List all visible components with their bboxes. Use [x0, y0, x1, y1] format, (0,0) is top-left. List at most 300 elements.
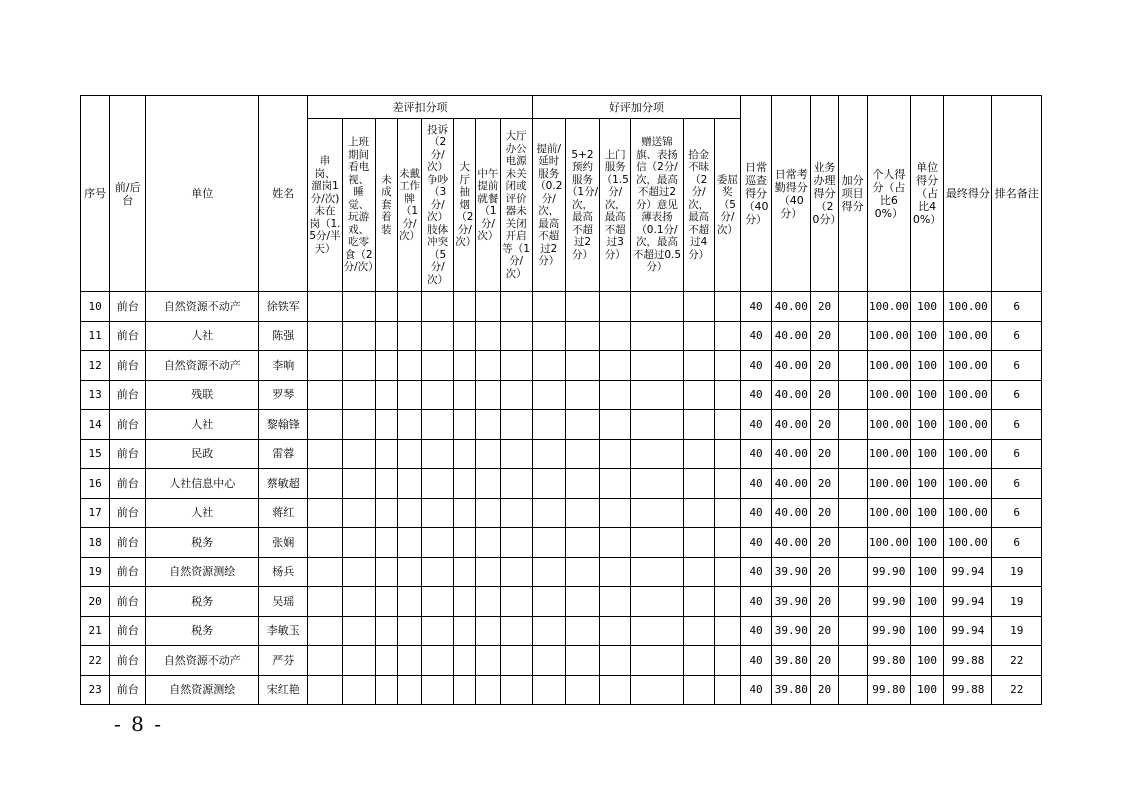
row-empty-score-cell [308, 292, 342, 322]
row-business: 20 [811, 321, 838, 351]
row-empty-score-cell [532, 469, 565, 499]
row-empty-score-cell [683, 292, 714, 322]
row-unit-score: 100 [910, 557, 943, 587]
row-business: 20 [811, 616, 838, 646]
row-name: 陈强 [259, 321, 308, 351]
row-empty-score-cell [565, 380, 599, 410]
row-attendance: 40.00 [772, 321, 811, 351]
row-empty-score-cell [500, 675, 532, 705]
row-attendance: 39.80 [772, 675, 811, 705]
row-empty-score-cell [397, 498, 421, 528]
row-final: 100.00 [944, 351, 992, 381]
row-empty-score-cell [714, 557, 740, 587]
row-extra [838, 321, 867, 351]
table-row [81, 528, 1042, 558]
header-seq [81, 96, 110, 292]
row-empty-score-cell [476, 646, 500, 676]
row-patrol: 40 [740, 321, 771, 351]
row-empty-score-cell [600, 646, 631, 676]
header-attendance: 日常考勤得分（40分） [772, 96, 811, 292]
row-empty-score-cell [308, 469, 342, 499]
row-empty-score-cell [476, 616, 500, 646]
row-empty-score-cell [476, 380, 500, 410]
row-empty-score-cell [476, 410, 500, 440]
row-empty-score-cell [454, 469, 476, 499]
row-final: 100.00 [944, 321, 992, 351]
header-deduct-item: 中午提前就餐（1分/次） [476, 119, 500, 292]
row-empty-score-cell [308, 321, 342, 351]
row-rank: 6 [992, 410, 1042, 440]
row-unit: 自然资源不动产 [146, 351, 259, 381]
table-row [81, 616, 1042, 646]
row-empty-score-cell [476, 587, 500, 617]
row-empty-score-cell [683, 351, 714, 381]
row-empty-score-cell [476, 321, 500, 351]
row-empty-score-cell [454, 528, 476, 558]
row-empty-score-cell [714, 646, 740, 676]
header-bonus-item: 上门服务（1.5分/次，最高不超过3分） [600, 119, 631, 292]
row-empty-score-cell [476, 292, 500, 322]
row-seq: 16 [81, 469, 110, 499]
row-personal: 100.00 [867, 498, 910, 528]
row-empty-score-cell [714, 351, 740, 381]
row-empty-score-cell [565, 616, 599, 646]
table-row [81, 292, 1042, 322]
row-empty-score-cell [476, 675, 500, 705]
row-final: 100.00 [944, 439, 992, 469]
row-seq: 19 [81, 557, 110, 587]
row-empty-score-cell [631, 410, 683, 440]
row-business: 20 [811, 498, 838, 528]
row-empty-score-cell [500, 292, 532, 322]
row-seq: 18 [81, 528, 110, 558]
row-empty-score-cell [375, 321, 397, 351]
row-empty-score-cell [397, 528, 421, 558]
header-name [259, 96, 308, 292]
row-personal: 100.00 [867, 410, 910, 440]
row-patrol: 40 [740, 292, 771, 322]
row-extra [838, 528, 867, 558]
row-name: 蒋红 [259, 498, 308, 528]
row-empty-score-cell [308, 616, 342, 646]
row-business: 20 [811, 528, 838, 558]
row-empty-score-cell [422, 557, 454, 587]
row-business: 20 [811, 587, 838, 617]
row-empty-score-cell [476, 528, 500, 558]
row-empty-score-cell [397, 321, 421, 351]
row-desk: 前台 [110, 321, 146, 351]
row-unit-score: 100 [910, 439, 943, 469]
row-empty-score-cell [600, 321, 631, 351]
row-desk: 前台 [110, 410, 146, 440]
row-personal: 100.00 [867, 351, 910, 381]
row-extra [838, 646, 867, 676]
row-empty-score-cell [308, 439, 342, 469]
row-seq: 15 [81, 439, 110, 469]
row-empty-score-cell [454, 380, 476, 410]
row-empty-score-cell [600, 675, 631, 705]
row-empty-score-cell [454, 351, 476, 381]
row-name: 徐铁军 [259, 292, 308, 322]
table-row [81, 587, 1042, 617]
row-personal: 99.80 [867, 675, 910, 705]
header-name-label: 姓名 [272, 187, 295, 200]
row-seq: 12 [81, 351, 110, 381]
row-unit: 人社 [146, 410, 259, 440]
table-row [81, 380, 1042, 410]
row-empty-score-cell [397, 646, 421, 676]
row-final: 100.00 [944, 380, 992, 410]
row-personal: 99.80 [867, 646, 910, 676]
row-empty-score-cell [500, 557, 532, 587]
row-rank: 6 [992, 380, 1042, 410]
row-unit-score: 100 [910, 410, 943, 440]
row-empty-score-cell [600, 587, 631, 617]
row-empty-score-cell [565, 557, 599, 587]
row-unit: 税务 [146, 587, 259, 617]
row-empty-score-cell [342, 439, 375, 469]
row-rank: 6 [992, 528, 1042, 558]
row-empty-score-cell [532, 616, 565, 646]
header-unit [146, 96, 259, 292]
row-unit: 民政 [146, 439, 259, 469]
row-attendance: 39.90 [772, 616, 811, 646]
row-empty-score-cell [422, 528, 454, 558]
row-empty-score-cell [500, 528, 532, 558]
header-deduct-item: 串岗、溜岗1分/次)未在岗（1.5分/半天） [308, 119, 342, 292]
row-unit-score: 100 [910, 469, 943, 499]
row-personal: 100.00 [867, 321, 910, 351]
row-empty-score-cell [532, 380, 565, 410]
row-extra [838, 587, 867, 617]
row-empty-score-cell [375, 616, 397, 646]
row-final: 99.94 [944, 616, 992, 646]
row-empty-score-cell [500, 321, 532, 351]
header-unit-score: 单位得分（占比40%） [910, 96, 943, 292]
row-empty-score-cell [600, 410, 631, 440]
row-extra [838, 557, 867, 587]
row-empty-score-cell [308, 410, 342, 440]
header-deduct-group: 差评扣分项 [308, 96, 532, 119]
row-empty-score-cell [714, 469, 740, 499]
row-empty-score-cell [422, 498, 454, 528]
row-empty-score-cell [476, 351, 500, 381]
row-rank: 6 [992, 292, 1042, 322]
row-empty-score-cell [565, 439, 599, 469]
table-row [81, 646, 1042, 676]
row-seq: 20 [81, 587, 110, 617]
row-empty-score-cell [631, 616, 683, 646]
row-empty-score-cell [532, 646, 565, 676]
row-empty-score-cell [342, 587, 375, 617]
row-empty-score-cell [422, 646, 454, 676]
row-extra [838, 439, 867, 469]
row-empty-score-cell [500, 646, 532, 676]
row-empty-score-cell [500, 469, 532, 499]
row-empty-score-cell [454, 675, 476, 705]
row-empty-score-cell [342, 616, 375, 646]
row-patrol: 40 [740, 439, 771, 469]
row-unit: 人社信息中心 [146, 469, 259, 499]
row-empty-score-cell [600, 498, 631, 528]
table-row [81, 351, 1042, 381]
row-empty-score-cell [714, 616, 740, 646]
row-desk: 前台 [110, 528, 146, 558]
row-empty-score-cell [600, 616, 631, 646]
row-empty-score-cell [375, 498, 397, 528]
row-empty-score-cell [397, 469, 421, 499]
row-empty-score-cell [454, 646, 476, 676]
row-empty-score-cell [342, 646, 375, 676]
row-empty-score-cell [532, 557, 565, 587]
header-unit-label: 单位 [191, 187, 214, 200]
row-empty-score-cell [532, 351, 565, 381]
row-unit-score: 100 [910, 498, 943, 528]
row-empty-score-cell [600, 439, 631, 469]
row-empty-score-cell [375, 587, 397, 617]
row-empty-score-cell [532, 498, 565, 528]
row-unit-score: 100 [910, 380, 943, 410]
page-number: - 8 - [114, 712, 163, 736]
row-rank: 22 [992, 646, 1042, 676]
row-seq: 23 [81, 675, 110, 705]
row-empty-score-cell [342, 528, 375, 558]
row-name: 蔡敏超 [259, 469, 308, 499]
row-empty-score-cell [631, 351, 683, 381]
row-empty-score-cell [422, 410, 454, 440]
row-empty-score-cell [714, 380, 740, 410]
row-attendance: 40.00 [772, 410, 811, 440]
row-empty-score-cell [422, 675, 454, 705]
row-desk: 前台 [110, 587, 146, 617]
row-business: 20 [811, 292, 838, 322]
row-personal: 100.00 [867, 469, 910, 499]
row-empty-score-cell [631, 292, 683, 322]
row-unit-score: 100 [910, 351, 943, 381]
row-final: 99.94 [944, 557, 992, 587]
table-row [81, 557, 1042, 587]
row-business: 20 [811, 410, 838, 440]
row-empty-score-cell [476, 498, 500, 528]
row-empty-score-cell [308, 351, 342, 381]
row-empty-score-cell [500, 587, 532, 617]
row-patrol: 40 [740, 498, 771, 528]
row-final: 99.88 [944, 646, 992, 676]
row-extra [838, 675, 867, 705]
row-empty-score-cell [342, 557, 375, 587]
row-desk: 前台 [110, 351, 146, 381]
row-empty-score-cell [714, 587, 740, 617]
row-empty-score-cell [565, 351, 599, 381]
row-empty-score-cell [631, 557, 683, 587]
row-extra [838, 616, 867, 646]
row-empty-score-cell [600, 469, 631, 499]
row-empty-score-cell [500, 498, 532, 528]
row-desk: 前台 [110, 675, 146, 705]
row-empty-score-cell [422, 616, 454, 646]
row-empty-score-cell [454, 410, 476, 440]
row-personal: 99.90 [867, 557, 910, 587]
row-empty-score-cell [600, 351, 631, 381]
row-patrol: 40 [740, 616, 771, 646]
row-desk: 前台 [110, 380, 146, 410]
row-empty-score-cell [476, 557, 500, 587]
row-desk: 前台 [110, 498, 146, 528]
row-final: 100.00 [944, 292, 992, 322]
header-bonus-item: 提前/延时服务（0.2分/次，最高不超过2分） [532, 119, 565, 292]
row-patrol: 40 [740, 380, 771, 410]
row-empty-score-cell [397, 439, 421, 469]
row-patrol: 40 [740, 646, 771, 676]
row-personal: 99.90 [867, 616, 910, 646]
row-empty-score-cell [454, 321, 476, 351]
row-empty-score-cell [342, 351, 375, 381]
row-empty-score-cell [500, 351, 532, 381]
row-unit: 自然资源测绘 [146, 675, 259, 705]
table-row [81, 498, 1042, 528]
row-unit: 税务 [146, 616, 259, 646]
header-deduct-item: 未成套着装 [375, 119, 397, 292]
row-attendance: 39.90 [772, 557, 811, 587]
row-empty-score-cell [454, 498, 476, 528]
row-empty-score-cell [683, 380, 714, 410]
row-empty-score-cell [342, 321, 375, 351]
row-empty-score-cell [375, 439, 397, 469]
row-empty-score-cell [375, 528, 397, 558]
row-empty-score-cell [714, 498, 740, 528]
row-empty-score-cell [397, 380, 421, 410]
row-empty-score-cell [397, 557, 421, 587]
row-empty-score-cell [342, 498, 375, 528]
header-deduct-item: 投诉（2分/次）争吵（3分/次）肢体冲突（5分/次） [422, 119, 454, 292]
row-empty-score-cell [342, 410, 375, 440]
row-empty-score-cell [565, 498, 599, 528]
row-empty-score-cell [308, 557, 342, 587]
row-business: 20 [811, 675, 838, 705]
row-final: 100.00 [944, 528, 992, 558]
header-deduct-item: 未戴工作牌（1分/次） [397, 119, 421, 292]
row-business: 20 [811, 469, 838, 499]
row-business: 20 [811, 439, 838, 469]
row-empty-score-cell [532, 410, 565, 440]
row-rank: 19 [992, 557, 1042, 587]
row-patrol: 40 [740, 528, 771, 558]
row-extra [838, 292, 867, 322]
row-empty-score-cell [397, 292, 421, 322]
row-empty-score-cell [342, 675, 375, 705]
row-empty-score-cell [422, 469, 454, 499]
row-attendance: 40.00 [772, 469, 811, 499]
row-final: 100.00 [944, 498, 992, 528]
row-empty-score-cell [600, 380, 631, 410]
row-empty-score-cell [476, 469, 500, 499]
row-extra [838, 410, 867, 440]
row-name: 李响 [259, 351, 308, 381]
row-empty-score-cell [565, 646, 599, 676]
row-seq: 10 [81, 292, 110, 322]
row-unit: 自然资源不动产 [146, 292, 259, 322]
row-empty-score-cell [714, 439, 740, 469]
row-patrol: 40 [740, 351, 771, 381]
row-empty-score-cell [565, 587, 599, 617]
row-unit: 税务 [146, 528, 259, 558]
row-name: 雷蓉 [259, 439, 308, 469]
row-empty-score-cell [714, 528, 740, 558]
row-empty-score-cell [565, 675, 599, 705]
row-empty-score-cell [714, 292, 740, 322]
row-empty-score-cell [714, 321, 740, 351]
row-name: 吴瑶 [259, 587, 308, 617]
row-empty-score-cell [683, 321, 714, 351]
row-desk: 前台 [110, 292, 146, 322]
score-table [80, 95, 1042, 705]
row-empty-score-cell [308, 380, 342, 410]
row-desk: 前台 [110, 439, 146, 469]
row-empty-score-cell [683, 410, 714, 440]
row-unit-score: 100 [910, 675, 943, 705]
row-personal: 100.00 [867, 439, 910, 469]
row-empty-score-cell [422, 587, 454, 617]
row-attendance: 40.00 [772, 439, 811, 469]
table-row [81, 675, 1042, 705]
table-row [81, 321, 1042, 351]
header-desk [110, 96, 146, 292]
row-empty-score-cell [565, 528, 599, 558]
row-rank: 6 [992, 351, 1042, 381]
row-attendance: 40.00 [772, 351, 811, 381]
header-bonus-group: 好评加分项 [532, 96, 740, 119]
row-empty-score-cell [375, 410, 397, 440]
row-unit-score: 100 [910, 292, 943, 322]
row-empty-score-cell [375, 646, 397, 676]
row-empty-score-cell [683, 498, 714, 528]
row-empty-score-cell [631, 675, 683, 705]
row-empty-score-cell [454, 557, 476, 587]
row-personal: 100.00 [867, 380, 910, 410]
row-empty-score-cell [308, 587, 342, 617]
row-empty-score-cell [454, 616, 476, 646]
row-extra [838, 380, 867, 410]
table-row [81, 469, 1042, 499]
row-extra [838, 351, 867, 381]
row-name: 严芬 [259, 646, 308, 676]
row-empty-score-cell [308, 646, 342, 676]
row-empty-score-cell [375, 557, 397, 587]
header-rank: 排名备注 [992, 96, 1042, 292]
row-patrol: 40 [740, 469, 771, 499]
row-empty-score-cell [397, 410, 421, 440]
row-attendance: 40.00 [772, 498, 811, 528]
row-empty-score-cell [683, 675, 714, 705]
row-empty-score-cell [631, 587, 683, 617]
row-patrol: 40 [740, 587, 771, 617]
row-unit-score: 100 [910, 616, 943, 646]
table-body [81, 292, 1042, 705]
row-business: 20 [811, 646, 838, 676]
row-attendance: 39.90 [772, 587, 811, 617]
row-seq: 11 [81, 321, 110, 351]
row-rank: 22 [992, 675, 1042, 705]
row-extra [838, 498, 867, 528]
row-final: 100.00 [944, 469, 992, 499]
header-bonus-item: 委屈奖（5分/次） [714, 119, 740, 292]
header-desk-label: 前/后台 [114, 180, 141, 207]
row-seq: 21 [81, 616, 110, 646]
row-empty-score-cell [422, 292, 454, 322]
row-patrol: 40 [740, 675, 771, 705]
row-seq: 17 [81, 498, 110, 528]
row-empty-score-cell [375, 292, 397, 322]
